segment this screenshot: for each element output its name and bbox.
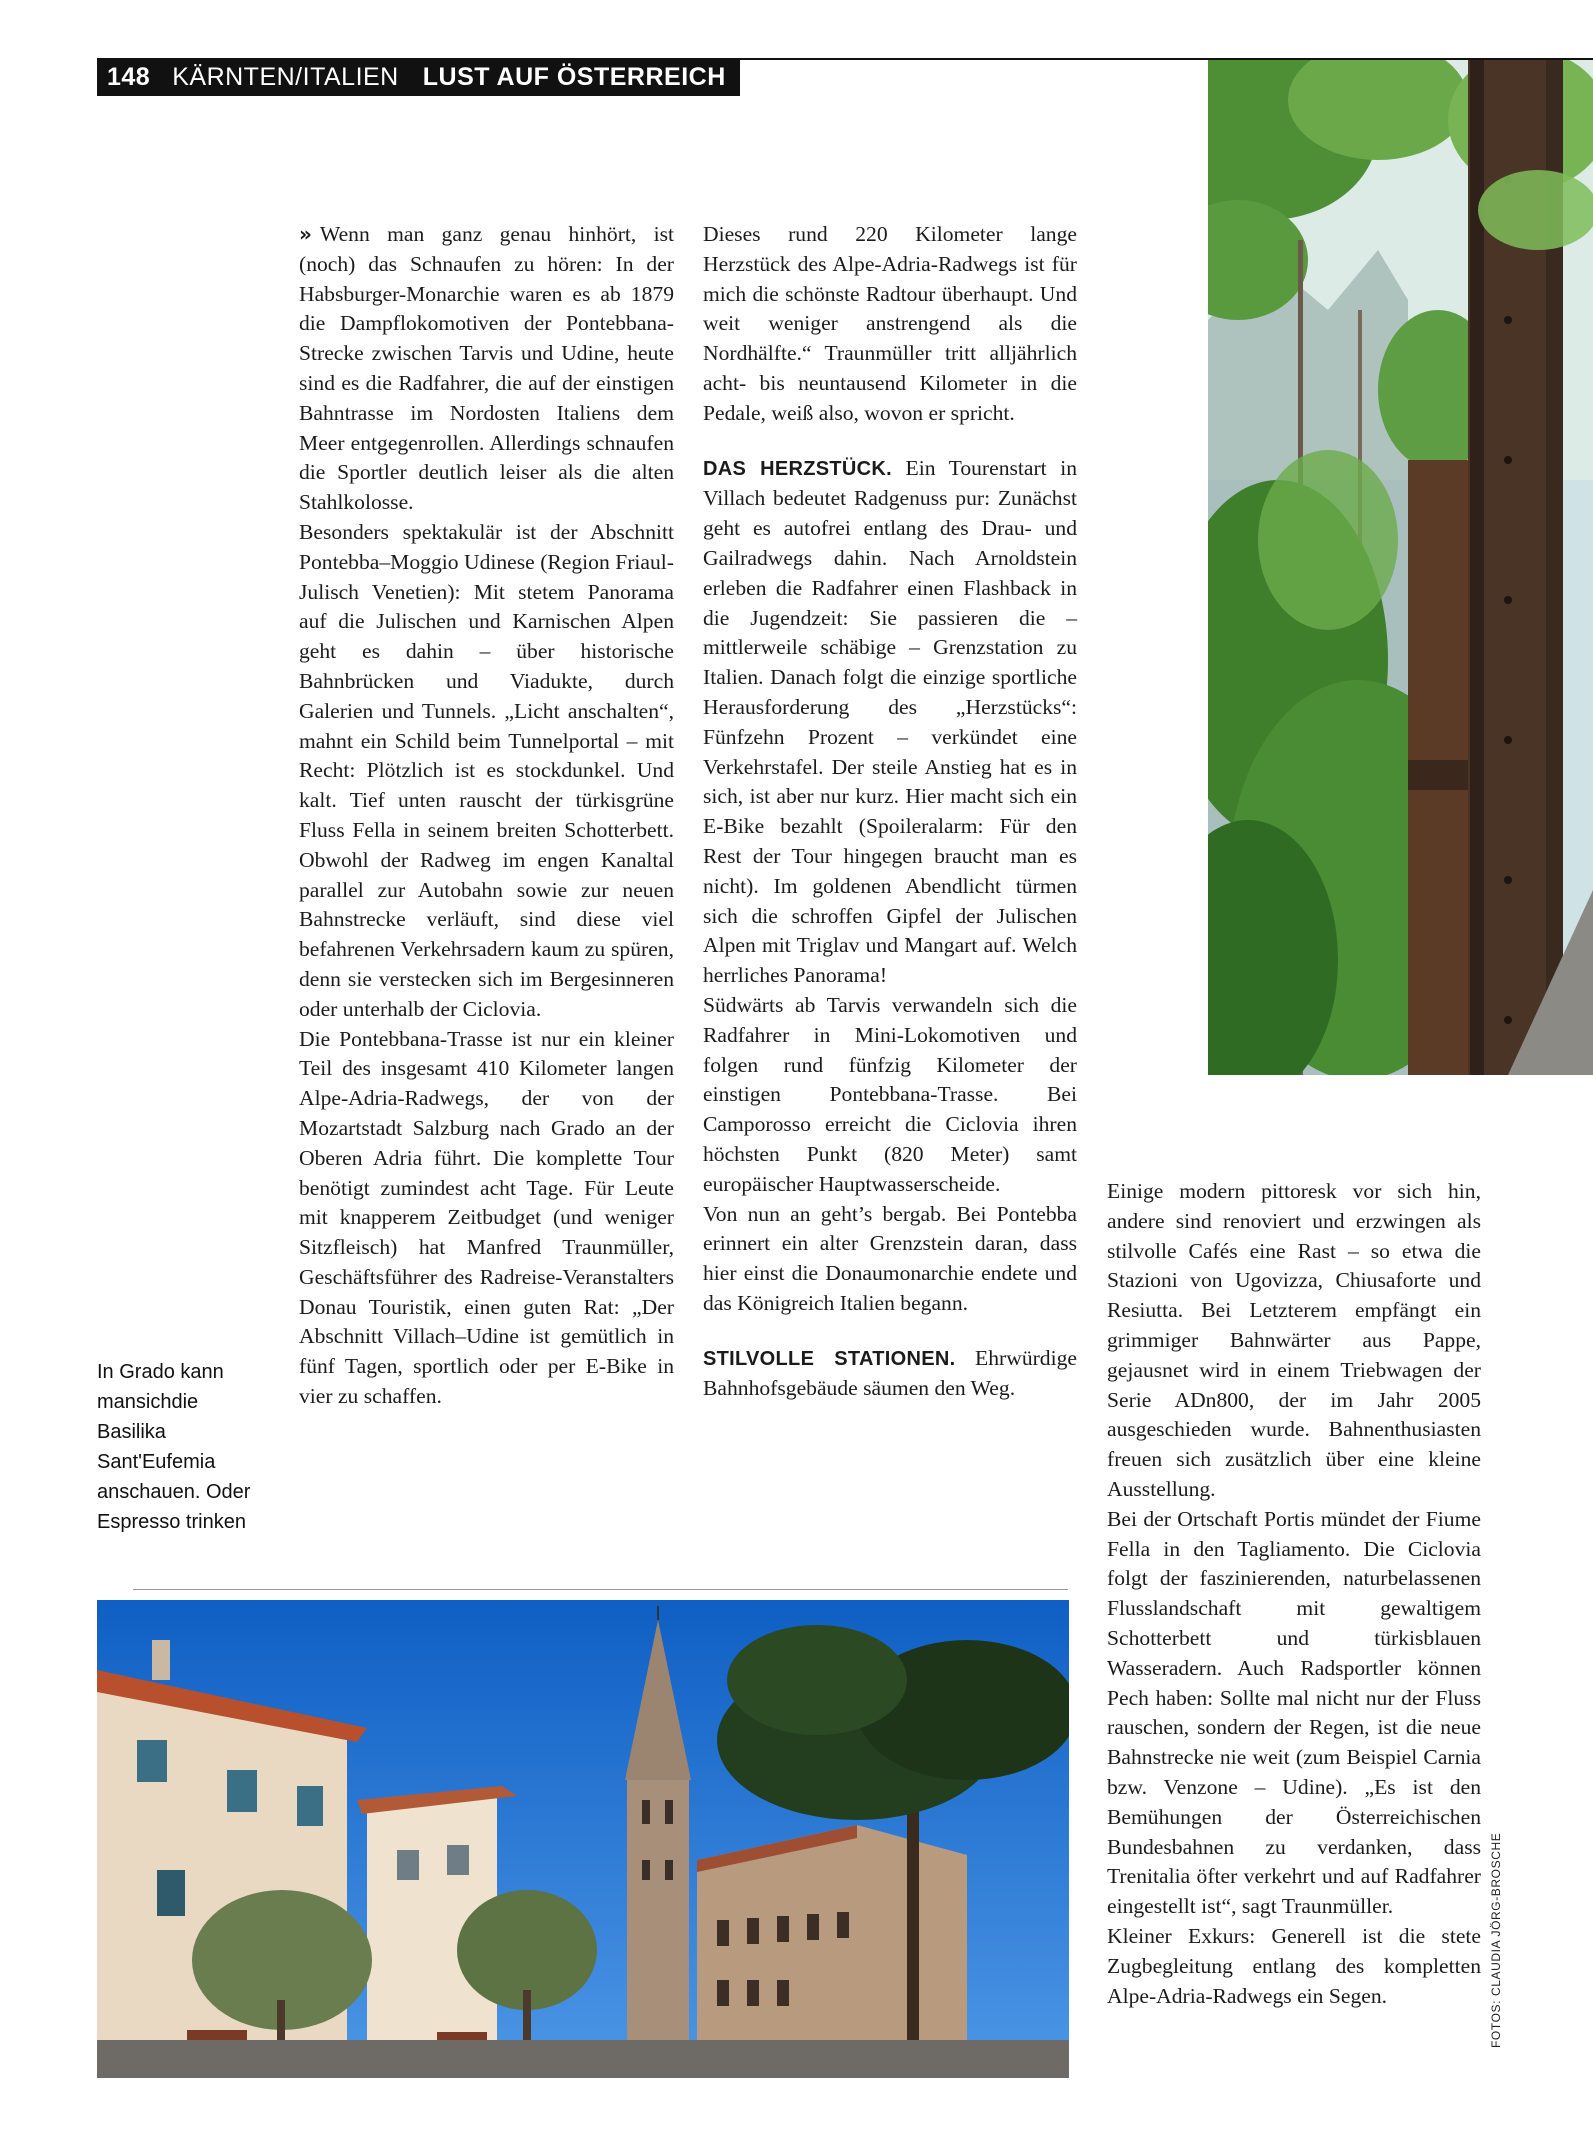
paragraph: Einige modern pittoresk vor sich hin, andere sind renoviert und erzwingen als stilvolle Cafés eine Rast – so etwa die Stazioni von Ugovizza, Chiusaforte und Resiutta. Bei Letzterem empfängt ein grimmiger Bahnwärter aus Pappe, gejausnet wird in einem Triebwagen der Serie ADn800, der im Jahr 2005 ausgeschieden wurde. Bahnenthusiasten freuen sich zusätzlich über eine kleine Ausstellung. <box>1107 1179 1481 1501</box>
magazine-section-title: LUST AUF ÖSTERREICH <box>422 62 726 91</box>
paragraph: Die Pontebbana-Trasse ist nur ein kleiner Teil des insgesamt 410 Kilometer langen Alpe-Adria-Radwegs, der von der Mozartstadt Salzburg nach Grado an der Oberen Adria führt. Die komplette Tour benötigt zumindest acht Tage. Für Leute mit knapperem Zeitbudget (und weniger Sitzfleisch) hat Manfred Traunmüller, Geschäftsführer des Radreise-Veranstalters Donau Touristik, einen guten Rat: „Der Abschnitt Villach–Udine ist gemütlich in fünf Tagen, sportlich oder per E-Bike in vier zu schaffen. <box>299 1026 674 1409</box>
photo-grado-basilica <box>97 1600 1069 2078</box>
paragraph-text: Ein Tourenstart in Villach bedeutet Radgenuss pur: Zunächst geht es autofrei entlang des Drau- und Gailradwegs dahin. Nach Arnoldstein erleben die Radfahrer einen Flashback in die Jugendzeit: Sie passieren die – mittlerweile schäbige – Grenzstation zu Italien. Danach folgt die einzige sportliche Herausforderung des „Herzstücks“: Fünfzehn Prozent – verkündet eine Verkehrstafel. Der steile Anstieg hat es in sich, ist aber nur kurz. Hier macht sich ein E-Bike bezahlt (Spoileralarm: Für den Rest der Tour hingegen braucht man es nicht). Im goldenen Abendlicht türmen sich die schroffen Gipfel der Julischen Alpen mit Triglav und Mangart auf. Welch herrliches Panorama! <box>703 455 1077 988</box>
paragraph: Südwärts ab Tarvis verwandeln sich die Radfahrer in Mini-Lokomotiven und folgen rund fünfzig Kilometer der einstigen Pontebbana-Trasse. Bei Camporosso erreicht die Ciclovia ihren höchsten Punkt (820 Meter) samt europäischer Hauptwasserscheide. <box>703 992 1077 1196</box>
paragraph <box>299 220 674 518</box>
divider <box>133 1589 1068 1590</box>
photo-credit: FOTOS: CLAUDIA JÖRG-BROSCHE <box>1489 1832 1503 2048</box>
paragraph-text: Wenn man ganz genau hinhört, ist (noch) das Schnaufen zu hören: In der Habsburger-Monarchie waren es ab 1879 die Dampflokomotiven der Pontebbana-Strecke zwischen Tarvis und Udine, heute sind es die Radfahrer, die auf der einstigen Bahntrasse im Nordosten Italiens dem Meer entgegenrollen. Allerdings schnaufen die Sportler deutlich leiser als die alten Stahlkolosse. <box>299 222 674 515</box>
grado-square-illustration <box>97 1600 1069 2078</box>
photo-caption: In Grado kann mansichdie Basilika Sant'Eufemia anschauen. Oder Espresso trinken <box>97 1361 251 1533</box>
paragraph <box>703 1344 1077 1405</box>
paragraph <box>703 454 1077 991</box>
paragraph-text: Ehrwürdige Bahnhofsgebäude säumen den Weg. <box>703 1345 1077 1401</box>
article-column-1 <box>299 220 674 1412</box>
section-name: KÄRNTEN/ITALIEN <box>172 62 399 91</box>
photo-rusty-bridge-forest <box>1208 60 1593 1075</box>
article-column-3 <box>1107 1177 1481 2011</box>
page-header <box>97 58 740 96</box>
article-column-2 <box>703 220 1077 1404</box>
paragraph: Bei der Ortschaft Portis mündet der Fiume Fella in den Tagliamento. Die Ciclovia folgt der faszinierenden, naturbelassenen Flusslandschaft mit gewaltigem Schotterbett und türkisblauen Wasseradern. Auch Radsportler können Pech haben: Sollte mal nicht nur der Fluss rauschen, sondern der Regen, ist die neue Bahnstrecke nie weit (zum Beispiel Carnia bzw. Venzone – Udine). „Es ist den Bemühungen der Österreichischen Bundesbahnen zu verdanken, dass Trenitalia öfter verkehrt und auf Radfahrer eingestellt ist“, sagt Traunmüller. <box>1107 1506 1481 1919</box>
forest-bridge-illustration <box>1208 60 1593 1075</box>
paragraph: Dieses rund 220 Kilometer lange Herzstück des Alpe-Adria-Radwegs ist für mich die schönste Radtour überhaupt. Und weit weniger anstrengend als die Nordhälfte.“ Traunmüller tritt alljährlich acht- bis neuntausend Kilometer in die Pedale, weiß also, wovon er spricht. <box>703 222 1077 425</box>
paragraph: Kleiner Exkurs: Generell ist die stete Zugbegleitung entlang des kompletten Alpe-Adria-Radwegs ein Segen. <box>1107 1923 1481 2008</box>
paragraph: Besonders spektakulär ist der Abschnitt Pontebba–Moggio Udinese (Region Friaul-Julisch Venetien): Mit stetem Panorama auf die Julischen und Karnischen Alpen geht es dahin – über historische Bahnbrücken und Viadukte, durch Galerien und Tunnels. „Licht anschalten“, mahnt ein Schild beim Tunnelportal – mit Recht: Plötzlich ist es stockdunkel. Und kalt. Tief unten rauscht der türkisgrüne Fluss Fella in seinem breiten Schotterbett. Obwohl der Radweg im engen Kanaltal parallel zur Autobahn sowie zur neuen Bahnstrecke verläuft, sind diese viel befahrenen Verkehrsadern kaum zu spüren, denn sie verstecken sich im Bergesinneren oder unterhalb der Ciclovia. <box>299 519 674 1021</box>
quote-marker: » <box>299 222 312 246</box>
subheading-stilvolle-stationen: STILVOLLE STATIONEN. <box>703 1347 956 1370</box>
page-number: 148 <box>107 62 151 91</box>
paragraph: Von nun an geht’s bergab. Bei Pontebba erinnert ein alter Grenzstein daran, dass hier einst die Donaumonarchie endete und das Königreich Italien begann. <box>703 1201 1077 1315</box>
subheading-herzstueck: DAS HERZSTÜCK. <box>703 457 892 480</box>
